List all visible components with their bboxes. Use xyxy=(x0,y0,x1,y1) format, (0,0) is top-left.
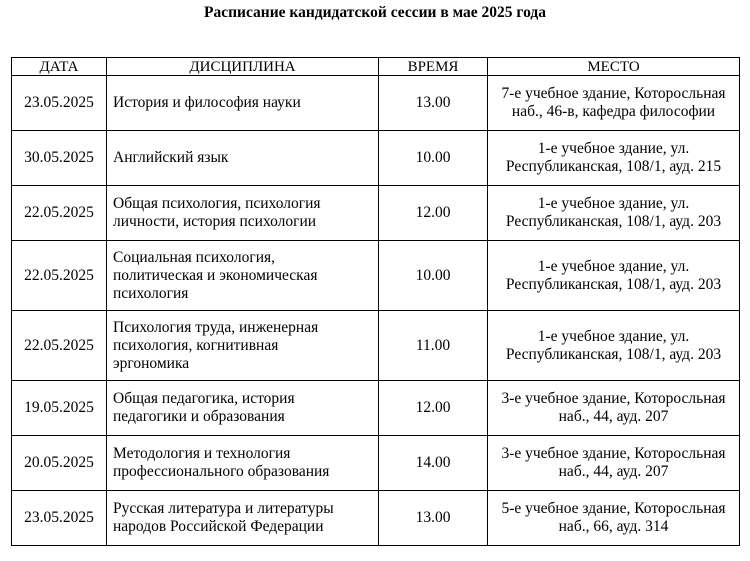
table-row xyxy=(12,186,740,241)
cell-discipline xyxy=(107,436,379,491)
cell-discipline-line: Методология и технология xyxy=(113,445,291,462)
cell-place-line: 7-е учебное здание, Которосльная xyxy=(501,85,726,102)
cell-discipline-line: народов Российской Федерации xyxy=(113,518,324,535)
cell-place-line: наб., 66, ауд. 314 xyxy=(558,518,669,535)
column-header-date: ДАТА xyxy=(12,58,107,76)
cell-discipline-line: Психология труда, инженерная xyxy=(113,318,319,336)
table-row xyxy=(12,381,740,436)
table-row xyxy=(12,241,740,311)
cell-discipline xyxy=(107,241,379,311)
cell-date: 22.05.2025 xyxy=(12,311,107,381)
cell-time: 11.00 xyxy=(379,311,488,381)
cell-place xyxy=(488,241,740,311)
cell-place xyxy=(488,381,740,436)
cell-time: 10.00 xyxy=(379,131,488,186)
cell-date: 20.05.2025 xyxy=(12,436,107,491)
cell-discipline-line: Русская литература и литературы xyxy=(113,500,334,517)
cell-place-line: 1-е учебное здание, ул. xyxy=(537,195,690,212)
cell-time: 13.00 xyxy=(379,491,488,546)
cell-time: 13.00 xyxy=(379,76,488,131)
table-row xyxy=(12,131,740,186)
cell-place xyxy=(488,131,740,186)
cell-discipline xyxy=(107,311,379,381)
cell-place-line: 5-е учебное здание, Которосльная xyxy=(501,500,726,517)
cell-time: 12.00 xyxy=(379,186,488,241)
cell-discipline xyxy=(107,131,379,186)
cell-place-line: 3-е учебное здание, Которосльная xyxy=(501,390,726,407)
cell-place xyxy=(488,186,740,241)
cell-date: 19.05.2025 xyxy=(12,381,107,436)
cell-place-line: наб., 46-в, кафедра философии xyxy=(511,103,716,120)
cell-place-line: Республиканская, 108/1, ауд. 203 xyxy=(505,275,722,293)
cell-place-line: наб., 44, ауд. 207 xyxy=(558,463,669,480)
cell-discipline xyxy=(107,186,379,241)
cell-discipline-line: педагогики и образования xyxy=(113,408,285,425)
cell-discipline xyxy=(107,491,379,546)
cell-discipline-line: История и философия науки xyxy=(113,94,301,111)
column-header-place: МЕСТО xyxy=(488,58,740,76)
cell-discipline xyxy=(107,76,379,131)
cell-discipline-line: политическая и экономическая xyxy=(113,266,318,284)
cell-time: 10.00 xyxy=(379,241,488,311)
cell-date: 23.05.2025 xyxy=(12,491,107,546)
cell-discipline-line: психология, когнитивная xyxy=(113,336,279,354)
column-header-discipline: ДИСЦИПЛИНА xyxy=(107,58,379,76)
cell-discipline xyxy=(107,381,379,436)
cell-time: 14.00 xyxy=(379,436,488,491)
column-header-time: ВРЕМЯ xyxy=(379,58,488,76)
cell-place xyxy=(488,311,740,381)
cell-discipline-line: эргономика xyxy=(113,354,190,372)
cell-date: 22.05.2025 xyxy=(12,241,107,311)
cell-place-line: 1-е учебное здание, ул. xyxy=(537,140,690,157)
cell-place-line: 1-е учебное здание, ул. xyxy=(537,327,690,345)
table-row xyxy=(12,436,740,491)
table-row xyxy=(12,491,740,546)
cell-place-line: наб., 44, ауд. 207 xyxy=(558,408,669,425)
cell-discipline-line: психология xyxy=(113,284,189,302)
cell-time: 12.00 xyxy=(379,381,488,436)
cell-place xyxy=(488,491,740,546)
cell-date: 22.05.2025 xyxy=(12,186,107,241)
table-row xyxy=(12,311,740,381)
cell-discipline-line: профессионального образования xyxy=(113,463,330,480)
cell-place-line: Республиканская, 108/1, ауд. 215 xyxy=(505,158,722,175)
cell-discipline-line: личности, история психологии xyxy=(113,213,317,230)
cell-discipline-line: Общая психология, психология xyxy=(113,195,321,212)
cell-place-line: Республиканская, 108/1, ауд. 203 xyxy=(505,213,722,230)
cell-place-line: 3-е учебное здание, Которосльная xyxy=(501,445,726,462)
cell-date: 30.05.2025 xyxy=(12,131,107,186)
cell-discipline-line: Английский язык xyxy=(113,149,229,166)
cell-place xyxy=(488,436,740,491)
schedule-table xyxy=(11,57,740,546)
cell-place-line: 1-е учебное здание, ул. xyxy=(537,257,690,275)
cell-discipline-line: Общая педагогика, история xyxy=(113,390,295,407)
document-title: Расписание кандидатской сессии в мае 2025 года xyxy=(204,4,546,21)
table-header-row xyxy=(12,58,740,76)
cell-place xyxy=(488,76,740,131)
cell-date: 23.05.2025 xyxy=(12,76,107,131)
table-row xyxy=(12,76,740,131)
cell-discipline-line: Социальная психология, xyxy=(113,248,275,266)
cell-place-line: Республиканская, 108/1, ауд. 203 xyxy=(505,345,722,363)
